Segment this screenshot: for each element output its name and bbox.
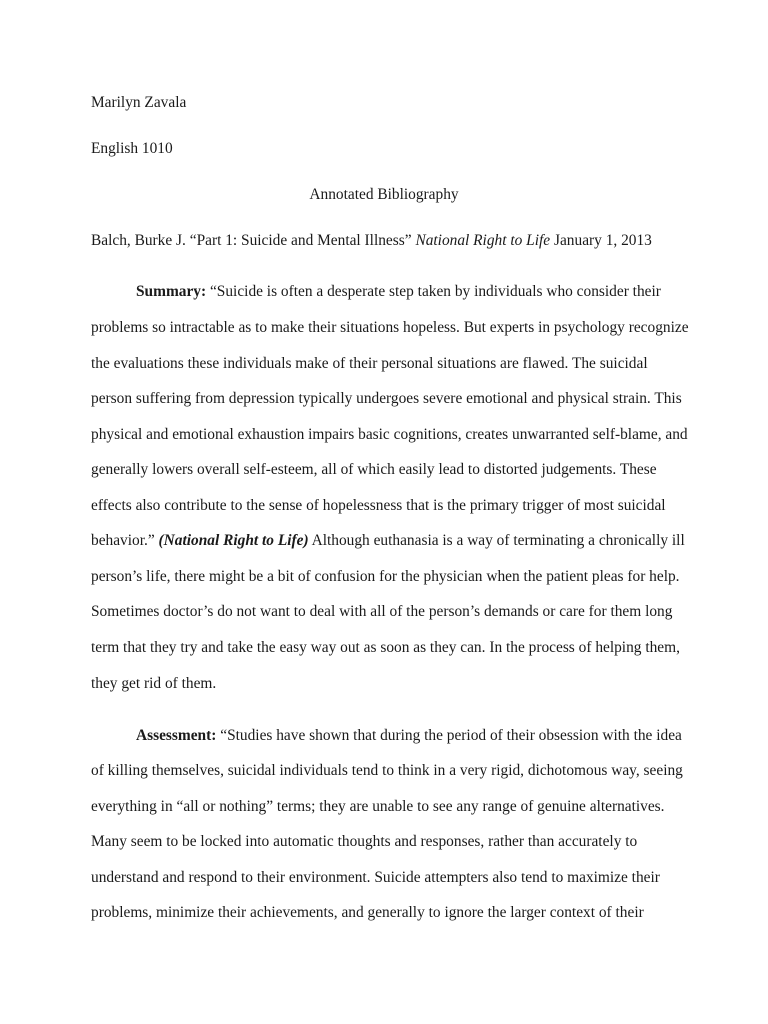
summary-line: person suffering from depression typically undergoes severe emotional and physical strain. This — [91, 390, 682, 407]
summary-line: Summary: “Suicide is often a desperate step taken by individuals who consider their — [136, 283, 661, 300]
summary-line: they get rid of them. — [91, 675, 217, 692]
assessment-line: problems, minimize their achievements, and generally to ignore the larger context of their — [91, 904, 644, 921]
summary-line: problems so intractable as to make their situations hopeless. But experts in psychology recognize — [91, 319, 689, 336]
summary-line: generally lowers overall self-esteem, all of which easily lead to distorted judgements. These — [91, 461, 657, 478]
summary-line: Sometimes doctor’s do not want to deal with all of the person’s demands or care for them long — [91, 603, 673, 620]
summary-line: physical and emotional exhaustion impairs basic cognitions, creates unwarranted self-blame, and — [91, 426, 688, 443]
document-title: Annotated Bibliography — [309, 186, 459, 203]
citation — [91, 232, 652, 250]
citation-publication: National Right to Life — [415, 232, 551, 249]
assessment-line: Many seem to be locked into automatic thoughts and responses, rather than accurately to — [91, 833, 638, 850]
summary-line: term that they try and take the easy way out as soon as they can. In the process of helping them, — [91, 639, 680, 656]
assessment-line: of killing themselves, suicidal individuals tend to think in a very rigid, dichotomous way, seeing — [91, 762, 683, 779]
course-name: English 1010 — [91, 140, 173, 157]
assessment-label: Assessment: — [136, 727, 217, 744]
summary-label: Summary: — [136, 283, 207, 300]
citation-date: January 1, 2013 — [553, 232, 652, 249]
summary-line: the evaluations these individuals make of their personal situations are flawed. The suicidal — [91, 355, 648, 372]
assessment-line: understand and respond to their environment. Suicide attempters also tend to maximize their — [91, 869, 660, 886]
author-name: Marilyn Zavala — [91, 94, 187, 111]
citation-authors-title: Balch, Burke J. “Part 1: Suicide and Mental Illness” — [91, 232, 412, 249]
summary-citation: (National Right to Life) — [158, 532, 309, 549]
assessment-line: Assessment: “Studies have shown that during the period of their obsession with the idea — [136, 727, 682, 744]
assessment-line: everything in “all or nothing” terms; they are unable to see any range of genuine alternatives. — [91, 798, 665, 815]
summary-line: behavior.” (National Right to Life) Although euthanasia is a way of terminating a chronically ill — [91, 532, 685, 549]
summary-line: effects also contribute to the sense of hopelessness that is the primary trigger of most suicidal — [91, 497, 666, 514]
summary-line: person’s life, there might be a bit of confusion for the physician when the patient pleas for help. — [91, 568, 680, 585]
